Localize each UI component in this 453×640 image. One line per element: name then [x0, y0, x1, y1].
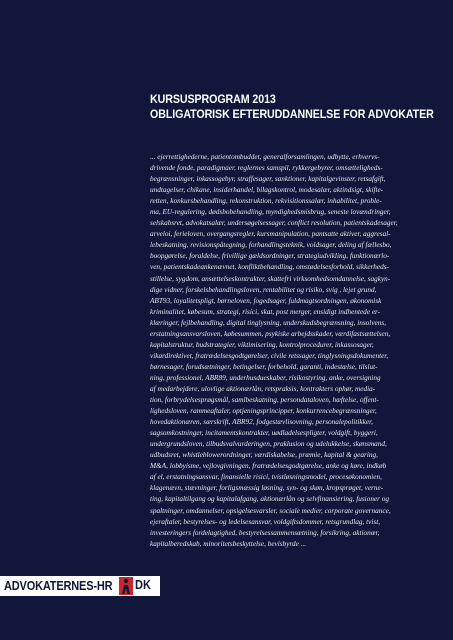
topic-line: investeringers fordelagtighed, bestyrelsessammensætning, forsikring, aktionær,	[150, 528, 380, 537]
page-title: KURSUSPROGRAM 2013	[150, 93, 276, 106]
topic-line: ejeraftaler, bestyrelses- og ledelsesansvar, voldgiftsdommer, retsgrundlag, tvist,	[150, 517, 381, 526]
topic-line: retten, konkursbehandling, rekonstruktion, rekvisitionssalær, inhabilitet, proble-	[150, 197, 382, 206]
topic-line: lebeskatning, revisionspåtegning, forhandlingsteknik, voldsager, deling af fællesbo,	[150, 241, 392, 250]
topic-line: klæringer, fejlbehandling, digital tinglysning, underskudsbegrænsning, insolvens,	[150, 318, 387, 327]
page-subtitle: OBLIGATORISK EFTERUDDANNELSE FOR ADVOKATER	[150, 108, 434, 121]
red-figure-icon	[119, 577, 133, 595]
topic-line: selskabsret, advokatsalær, undersøgelsessager, conflict resolution, patientskadesager,	[150, 219, 398, 228]
topic-line: tion, forbrydelsesprøgsmål, samlbeskatning, persondataloven, hæftelse, offent-	[150, 396, 379, 405]
brand-logo[interactable]	[0, 576, 160, 596]
topic-line: dige vidner, forskelsbehandlingsloven, rentabilitet og risiko, svig , lejet grund,	[150, 285, 377, 294]
topic-list	[150, 152, 426, 550]
topic-line: ma, EU-regulering, dødsbobehandling, myndighedsmisbrug, seneste lovændringer,	[150, 208, 391, 217]
topic-line: lighedsloven, rammeaftaler, optjeningsprincipper, konkurrencebegrænsninger,	[150, 407, 377, 416]
topic-line: stillelse, sygdom, ansættelseskontrakter, skattefri virksomhedsomdannelse, sagkyn-	[150, 274, 391, 283]
title-block	[150, 92, 450, 122]
topic-line: arveloi, ferieloven, overgangsregler, kursmanipulation, pantsatte aktiver, aggresal-	[150, 230, 391, 239]
topic-line: vikardirektivet, fratrædelsesgodtgørelser, civile retssager, tinglysningsdokumenter,	[150, 351, 389, 360]
topic-line: kapitalberedskab, minoritetsbeskyttelse, bevisbyrde ...	[150, 539, 307, 548]
topic-line: undergrundsloven, tilbudsvalvurderingen, praklusion og udelukkelse, skønsmand,	[150, 440, 387, 449]
topic-line: begrænsninger, inkassogebyr, straffesager, sanktioner, kapitalgevinster, retsafgift,	[150, 175, 386, 184]
topic-line: ABT93, loyalitetspligt, børneloven, fogedsager, fuldmagtsordningen, økonomisk	[150, 296, 382, 305]
topic-line: ven, patientskadeankenævnet, konfliktbehandling, omstødelsesforhold, sikkerheds-	[150, 263, 389, 272]
topic-line: klagenævn, stævninger, forligsmæssig løsning, syn- og skøn, kropsprøget, verne-	[150, 484, 384, 493]
topic-line: hovedaktionæren, særskrift, ABR92, fodgestævlisovning, personalepolitikker,	[150, 418, 373, 427]
topic-line: sagsomkostninger, incitamentskontrakter, uødladelsespligter, voldgift, byggeri,	[150, 429, 378, 438]
topic-line: kapitalstruktur, budstrategier, viktimisering, kontrolprocedurer, inkassosager,	[150, 340, 374, 349]
topic-line: ning, professionel, ABR89, underhusdueskaber, risikostyring, anke, oversigning	[150, 373, 381, 382]
brand-name: ADVOKATERNES-HR	[4, 579, 113, 593]
topic-line: boopgørelse, foraldelse, frivillige gældsordninger, strategiudvikling, funktionærlo-	[150, 252, 390, 261]
topic-line: erstatningsansvarsloven, købesummen, psykiske arbejdsskader, værdifastsættelsen,	[150, 329, 391, 338]
topic-line: af el, erstatningsansvar, finansielle risici, tvistløsningsmodel, procesøkonomien,	[150, 473, 382, 482]
topic-line: kriminalitet, købesum, strategi, risici, skat, post merger, ensidigt indhentede er-	[150, 307, 381, 316]
topic-line: af medarbejdere, ulovlige aktionærlån, retspraksis, kontrakters ophør, media-	[150, 384, 376, 393]
topic-line: M&A, lobbyisme, vejlovgivningen, fratrædelsesgodtgørelse, anke og køre, indkøb	[150, 462, 387, 471]
topic-line: børnesager, forudsætninger, betingelser, forbehold, garanti, indestælse, tilslut-	[150, 362, 378, 371]
brand-domain: DK	[135, 578, 151, 592]
topic-line: drivende fonde, paradigmaer, reglernes samspil, rykkergebyrer, omsætteligheds-	[150, 164, 383, 173]
topic-line: spaltninger, omdannelser, opsigelsesvarsler, sociale medier, corporate governance,	[150, 506, 391, 515]
topic-line: undtagelser, chikane, insiderhandel, bilagskontrol, modesalær, aktindsigt, skifte-	[150, 186, 384, 195]
topic-line: udbudsret, whistleblowerordninger, værdiskabelse, præmie, kapital & gearing,	[150, 451, 378, 460]
topic-line: ting, kapitaltilgang og kapitalafgang, aktionærlån og selvfinansiering, fusioner og	[150, 495, 390, 504]
topic-line: ... ejerrettighederne, patientombuddet, generalforsamlingen, udbytte, erhvervs-	[150, 153, 380, 161]
